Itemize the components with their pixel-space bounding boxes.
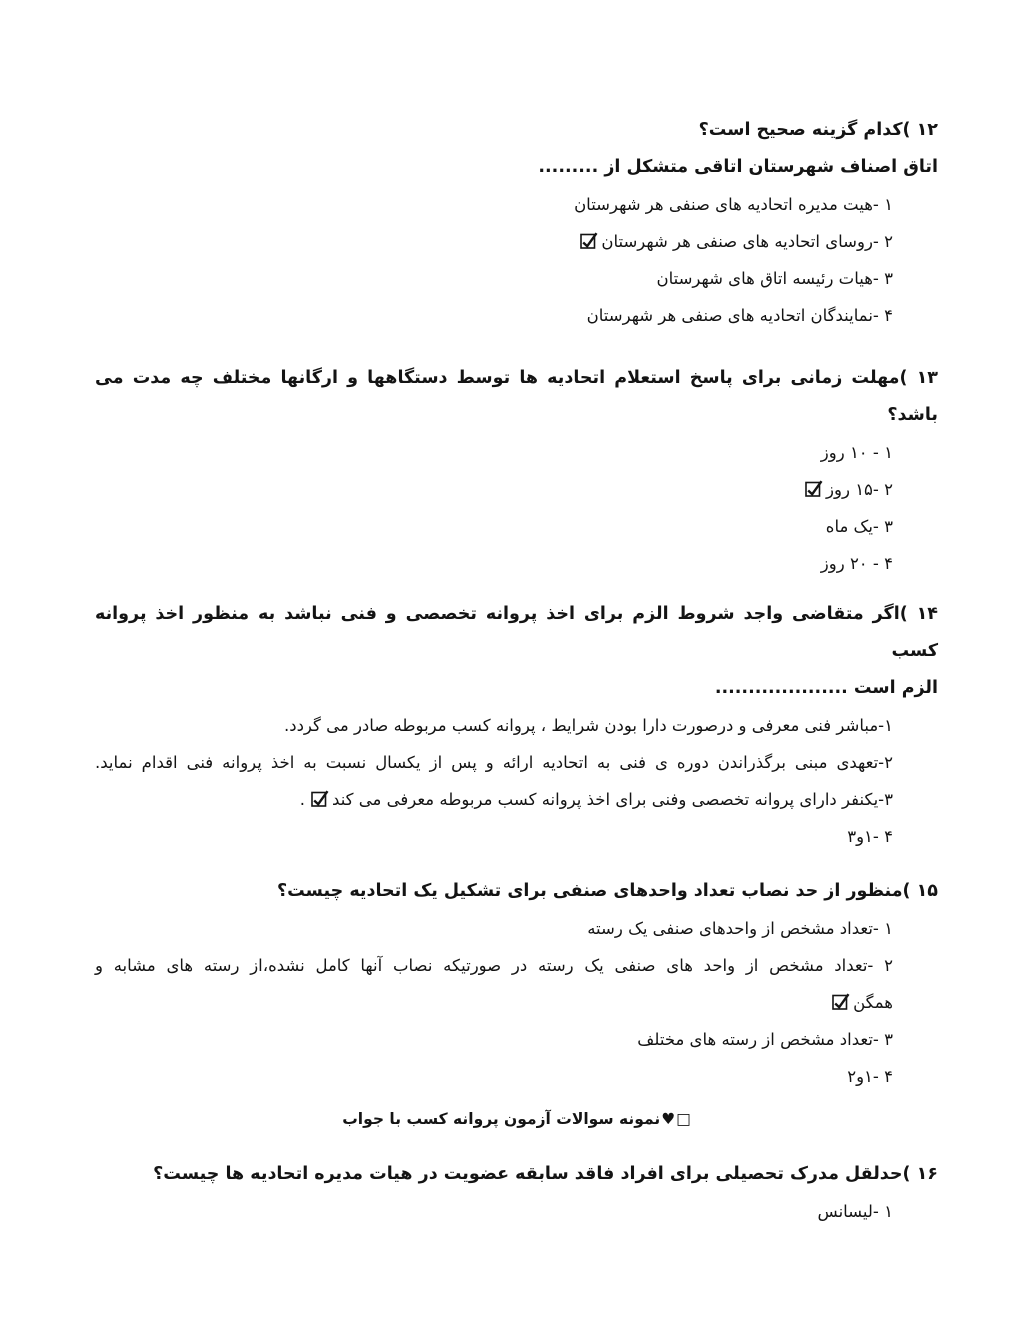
option-text: ۲ -۱۵ روز — [826, 480, 893, 499]
heart-icon: ♥ — [661, 1110, 676, 1128]
question-13-header-line-1: ۱۳ )مهلت زمانی برای پاسخ استعلام اتحادیه ها توسط دستگاهها و ارگانها مختلف چه مدت می — [95, 368, 938, 388]
watermark-text: نمونه سوالات آزمون پروانه کسب با جواب — [342, 1110, 661, 1128]
question-13-options — [95, 434, 893, 582]
question-16-header-line-1: ۱۶ )حدلقل مدرک تحصیلی برای افراد فاقد سابقه عضویت در هیات مدیره اتحادیه ها چیست؟ — [153, 1164, 938, 1184]
question-15 — [95, 873, 938, 1095]
question-12 — [95, 112, 938, 334]
empty-box-icon: □ — [676, 1110, 691, 1128]
question-15-option-2-line-1: ۲ -تعداد مشخص از واحد های صنفی یک رسته در صورتیکه نصاب آنها کامل نشده،از رسته های مشابه و — [95, 956, 893, 975]
question-14-option-4: ۴ -۱و۳ — [847, 827, 893, 846]
question-12-option-1: ۱ -هیت مدیره اتحادیه های صنفی هر شهرستان — [574, 195, 893, 214]
question-14-header-line-2: الزم است .................... — [714, 678, 938, 698]
question-16 — [95, 1156, 938, 1230]
question-14-option-1: ۱-مباشر فنی معرفی و درصورت دارا بودن شرایط ، پروانه کسب مربوطه صادر می گردد. — [283, 716, 893, 735]
question-14-option-3 — [95, 781, 893, 818]
question-15-option-4: ۴ -۱و۲ — [847, 1067, 893, 1086]
checked-checkbox-icon — [580, 232, 598, 249]
question-14-options — [95, 707, 893, 855]
question-12-options — [95, 186, 893, 334]
checked-checkbox-icon — [832, 993, 850, 1010]
question-14-header-line-1: ۱۴ )اگر متقاضی واجد شروط الزم برای اخذ پروانه تخصصی و فنی نباشد به منظور اخذ پروانه کسب — [95, 604, 938, 661]
question-13-option-4: ۴ - ۲۰ روز — [820, 554, 893, 573]
question-16-option-1: ۱ -لیسانس — [817, 1202, 893, 1221]
question-12-option-4: ۴ -نمایندگان اتحادیه های صنفی هر شهرستان — [586, 306, 893, 325]
checked-checkbox-icon — [311, 790, 329, 807]
question-15-option-3: ۳ -تعداد مشخص از رسته های مختلف — [637, 1030, 893, 1049]
question-13 — [95, 360, 938, 582]
option-suffix: . — [299, 790, 306, 809]
question-12-header-line-2: اتاق اصناف شهرستان اتاقی متشکل از ......... — [538, 157, 938, 177]
question-12-header-line-1: ۱۲ )کدام گزینه صحیح است؟ — [698, 120, 938, 140]
option-text: ۲ -روسای اتحادیه های صنفی هر شهرستان — [601, 232, 893, 251]
question-15-options — [95, 910, 893, 1095]
question-13-option-3: ۳ -یک ماه — [825, 517, 893, 536]
option-text: همگن — [853, 993, 893, 1012]
question-13-option-2 — [95, 471, 893, 508]
question-12-option-3: ۳ -هیات رئیسه اتاق های شهرستان — [656, 269, 893, 288]
checked-checkbox-icon — [805, 480, 823, 497]
question-15-header-line-1: ۱۵ )منظور از حد نصاب تعداد واحدهای صنفی برای تشکیل یک اتحادیه چیست؟ — [276, 881, 938, 901]
question-13-header-line-2: باشد؟ — [887, 405, 938, 425]
question-15-option-2-line-2 — [95, 984, 893, 1021]
question-13-option-1: ۱ - ۱۰ روز — [820, 443, 893, 462]
watermark-line — [95, 1101, 938, 1138]
question-14 — [95, 596, 938, 855]
question-12-option-2 — [95, 223, 893, 260]
question-15-option-1: ۱ -تعداد مشخص از واحدهای صنفی یک رسته — [587, 919, 893, 938]
question-16-options — [95, 1193, 893, 1230]
option-text: ۳-یکنفر دارای پروانه تخصصی وفنی برای اخذ پروانه کسب مربوطه معرفی می کند — [332, 790, 893, 809]
question-14-option-2: ۲-تعهدی مبنی برگذراندن دوره ی فنی به اتحادیه ارائه و پس از یکسال نسبت به اخذ پروانه فنی اقدام نماید. — [95, 753, 893, 772]
